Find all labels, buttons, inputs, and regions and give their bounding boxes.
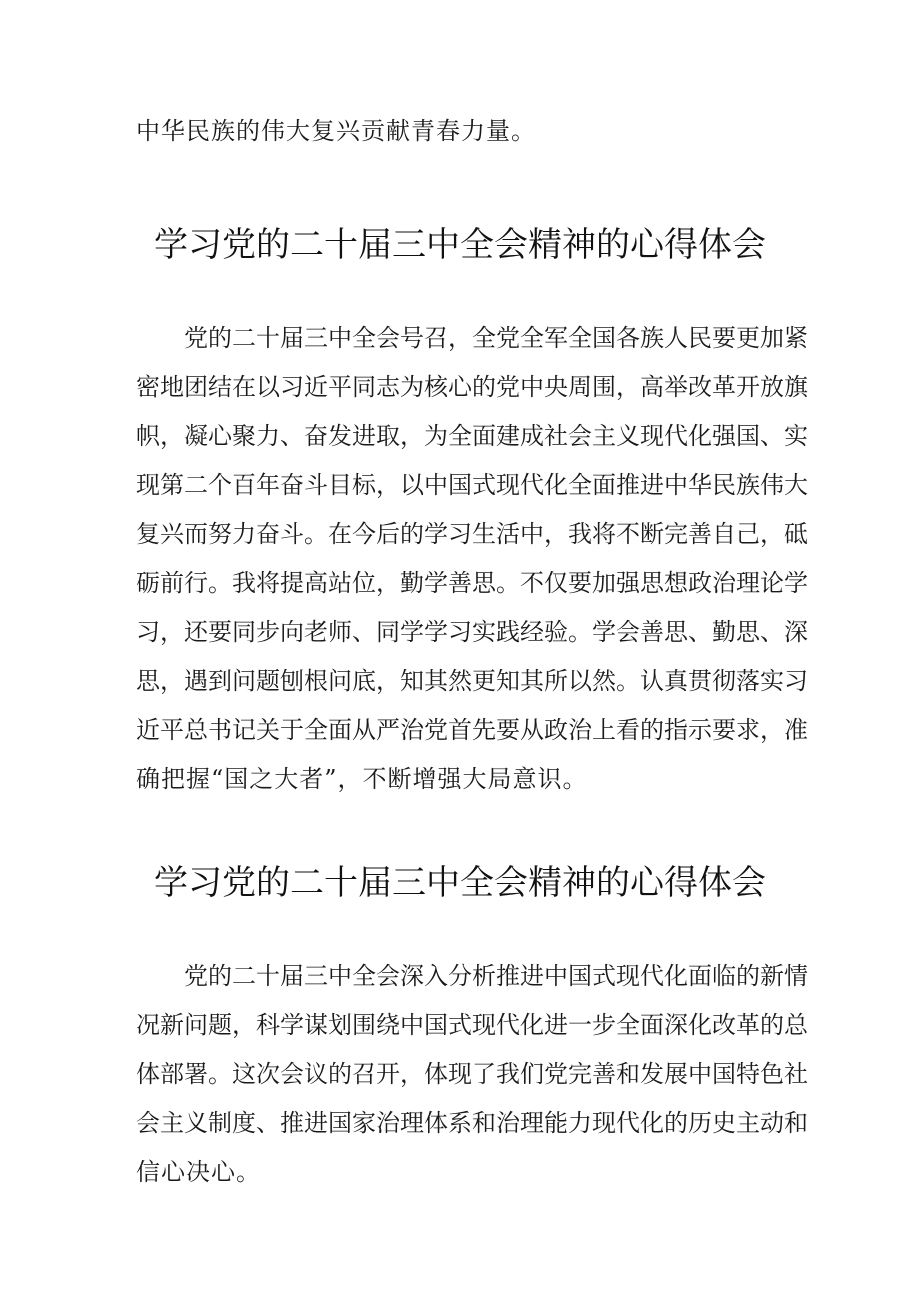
section-1-paragraph-line: 复兴而努力奋斗。在今后的学习生活中，我将不断完善自己，砥 (136, 520, 808, 548)
section-1-paragraph-line: 近平总书记关于全面从严治党首先要从政治上看的指示要求，准 (136, 716, 808, 744)
section-1-paragraph-line: 思，遇到问题刨根问底，知其然更知其所以然。认真贯彻落实习 (136, 667, 808, 695)
section-1-paragraph-line: 密地团结在以习近平同志为核心的党中央周围，高举改革开放旗 (136, 373, 808, 401)
section-1-paragraph-line: 习，还要同步向老师、同学学习实践经验。学会善思、勤思、深 (136, 618, 808, 646)
section-1-paragraph-line: 党的二十届三中全会号召，全党全军全国各族人民要更加紧 (184, 324, 808, 352)
intro-tail-line: 中华民族的伟大复兴贡献青春力量。 (136, 117, 536, 145)
section-2-paragraph-line: 体部署。这次会议的召开，体现了我们党完善和发展中国特色社 (136, 1060, 808, 1088)
section-1-paragraph-line: 确把握“国之大者”，不断增强大局意识。 (136, 765, 588, 793)
section-1-paragraph-line: 现第二个百年奋斗目标，以中国式现代化全面推进中华民族伟大 (136, 471, 808, 499)
section-2-paragraph-line: 党的二十届三中全会深入分析推进中国式现代化面临的新情 (184, 962, 808, 990)
section-1-title: 学习党的二十届三中全会精神的心得体会 (154, 225, 766, 265)
section-2-paragraph-line: 会主义制度、推进国家治理体系和治理能力现代化的历史主动和 (136, 1109, 808, 1137)
section-1-paragraph-line: 帜，凝心聚力、奋发进取，为全面建成社会主义现代化强国、实 (136, 422, 808, 450)
section-2-paragraph-line: 信心决心。 (136, 1158, 261, 1186)
section-2-paragraph-line: 况新问题，科学谋划围绕中国式现代化进一步全面深化改革的总 (136, 1011, 808, 1039)
section-2-title: 学习党的二十届三中全会精神的心得体会 (154, 863, 766, 903)
section-1-paragraph-line: 砺前行。我将提高站位，勤学善思。不仅要加强思想政治理论学 (136, 569, 808, 597)
